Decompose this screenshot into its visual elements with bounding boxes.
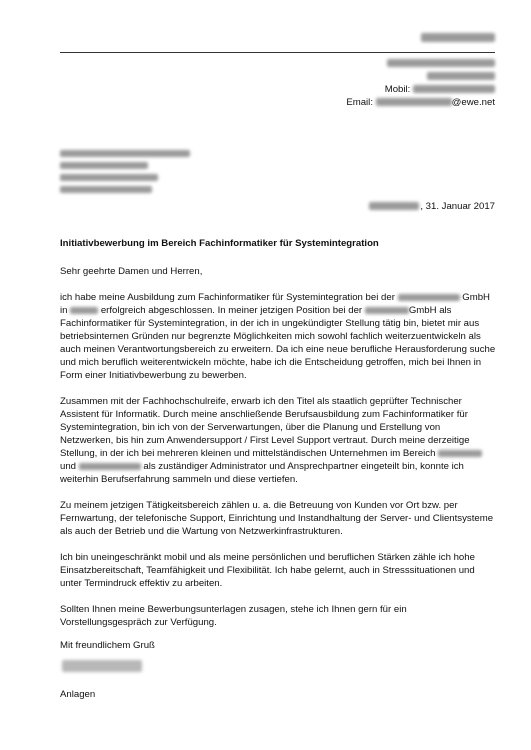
company-redacted <box>365 307 409 314</box>
letter-body <box>60 265 496 642</box>
company-redacted <box>398 294 460 301</box>
sender-street-redacted <box>346 57 495 70</box>
annex-label: Anlagen <box>60 689 96 700</box>
paragraph-5: Sollten Ihnen meine Bewerbungsunterlagen zusagen, stehe ich Ihnen gern für ein Vorstellungsgespräch zur Verfügung. <box>60 604 407 628</box>
date-city-redacted <box>369 202 419 210</box>
paragraph-3: Zu meinem jetzigen Tätigkeitsbereich zählen u. a. die Betreuung von Kunden vor Ort bzw. per Fernwartung, der telefonische Support, Einrichtung und Instandhaltung der Server- und Clientsysteme als auch der Betrieb und die Wartung von Netzwerkinfrastrukturen. <box>60 500 494 537</box>
sender-mobile <box>346 83 495 96</box>
sender-city-redacted <box>346 70 495 83</box>
closing: Mit freundlichem Gruß <box>60 640 155 651</box>
header-divider <box>60 52 495 53</box>
letter-subject: Initiativbewerbung im Bereich Fachinformatiker für Systemintegration <box>60 238 379 249</box>
city-redacted <box>70 307 98 314</box>
paragraph-2: Zusammen mit der Fachhochschulreife, erwarb ich den Titel als staatlich geprüfter Technischer Assistent für Informatik. Durch meine anschließende Berufsausbildung zum Fachinformatiker für Systemintegration, bin ich von der Serverwartungen, über die Planung und Erstellung von Netzwerken, bis hin zum Anwendersupport / First Level Support vertraut. Durch meine derzeitige Stellung, in der ich bei mehreren kleinen und mittelständischen Unternehmen im Bereich und als zuständiger Administrator und Ansprechpartner eingeteilt bin, konnte ich weiterhin Berufserfahrung sammeln und diese vertiefen. <box>60 395 496 486</box>
date-text: , 31. Januar 2017 <box>420 201 495 212</box>
region-redacted <box>79 463 141 470</box>
sender-address <box>346 57 495 109</box>
recipient-address-redacted <box>60 150 190 198</box>
letter-date <box>369 201 495 212</box>
paragraph-1: ich habe meine Ausbildung zum Fachinformatiker für Systemintegration bei der GmbH in erfolgreich abgeschlossen. In meiner jetzigen Position bei der GmbH als Fachinformatiker für Systemintegration, in der ich in ungekündigter Stellung tätig bin, bietet mir aus betriebsinternen Gründen nur begrenzte Möglichkeiten mich sowohl fachlich weiterzuentwickeln als auch meinen Verantwortungsbereich zu erweitern. Da ich eine neue berufliche Herausforderung suche und mich beruflich weiterentwickeln möchte, habe ich die Entscheidung getroffen, mich bei Ihnen in Form einer Initiativbewerbung zu bewerben. <box>60 292 496 381</box>
sender-name-redacted <box>421 33 495 42</box>
email-label: Email: <box>346 97 373 108</box>
region-redacted <box>438 450 482 457</box>
email-domain: @ewe.net <box>451 97 495 108</box>
mobile-label: Mobil: <box>384 84 411 95</box>
signature-redacted <box>62 660 142 672</box>
paragraph-4: Ich bin uneingeschränkt mobil und als meine persönlichen und beruflichen Stärken zähle ich hohe Einsatzbereitschaft, Teamfähigkeit und Flexibilität. Ich habe gelernt, auch in Stresssituationen und unter Termindruck effektiv zu arbeiten. <box>60 552 475 589</box>
sender-email <box>346 96 495 109</box>
salutation: Sehr geehrte Damen und Herren, <box>60 266 203 277</box>
